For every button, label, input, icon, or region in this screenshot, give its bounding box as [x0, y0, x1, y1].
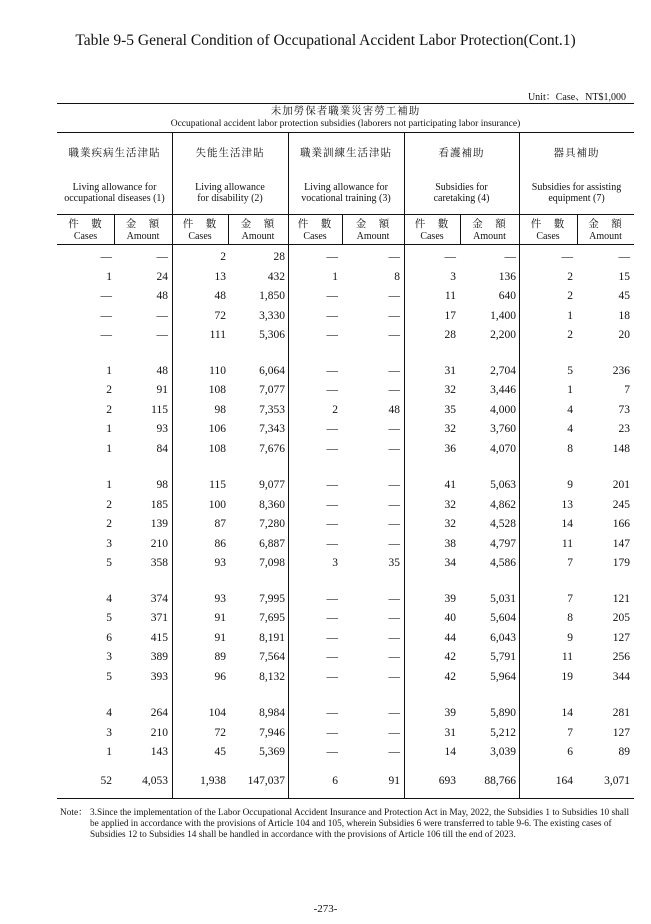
amount-cell: 88,766	[484, 775, 516, 787]
amount-cell: —	[388, 443, 400, 455]
amount-cell: 20	[618, 329, 630, 341]
cases-cell: 5	[106, 671, 112, 683]
amount-cell: 7,676	[259, 443, 285, 455]
amount-cell: 139	[150, 518, 168, 530]
amount-cell: 3,330	[259, 310, 285, 322]
cases-cell: 42	[444, 671, 456, 683]
amount-cell: 5,212	[490, 727, 516, 739]
amount-cell: 166	[612, 518, 630, 530]
cases-cell: —	[444, 251, 456, 263]
cases-cell: —	[100, 290, 112, 302]
cases-cell: 40	[444, 612, 456, 624]
category-en: vocational training (3)	[301, 193, 391, 204]
cases-cell: 36	[444, 443, 456, 455]
cases-cell: 93	[214, 557, 226, 569]
note-label: Note：	[60, 808, 88, 818]
cases-cell: 5	[106, 612, 112, 624]
cases-cell: 3	[450, 271, 456, 283]
cases-cell: 11	[561, 651, 573, 663]
amount-cell: 5,031	[490, 593, 516, 605]
cases-cell: 32	[444, 499, 456, 511]
cases-cell: 106	[208, 423, 226, 435]
cases-cell: 110	[209, 365, 226, 377]
amount-cell: 48	[156, 365, 168, 377]
amount-en: Amount	[473, 231, 506, 242]
cases-cell: 693	[438, 775, 456, 787]
amount-cell: 256	[612, 651, 630, 663]
cases-cell: —	[100, 310, 112, 322]
amount-cell: 8,984	[259, 707, 285, 719]
cases-cell: 3	[106, 538, 112, 550]
amount-cell: 73	[618, 404, 630, 416]
amount-cell: 4,000	[490, 404, 516, 416]
cases-cell: 39	[444, 707, 456, 719]
cases-cell: —	[326, 746, 338, 758]
amount-cell: 5,604	[490, 612, 516, 624]
amount-cell: 148	[612, 443, 630, 455]
amount-cell: —	[388, 651, 400, 663]
amount-cell: 393	[150, 671, 168, 683]
amount-cell: 7,077	[259, 384, 285, 396]
amount-cell: 6,043	[490, 632, 516, 644]
cases-cell: 1	[106, 365, 112, 377]
amount-cell: 8,360	[259, 499, 285, 511]
amount-cell: 374	[150, 593, 168, 605]
cases-zh: 件 數	[414, 218, 450, 230]
category-en: Living allowance	[195, 182, 265, 193]
amount-cell: 121	[612, 593, 630, 605]
amount-cell: 7,995	[259, 593, 285, 605]
amount-cell: 210	[150, 727, 168, 739]
cases-cell: —	[326, 632, 338, 644]
amount-cell: —	[388, 632, 400, 644]
amount-cell: 7,353	[259, 404, 285, 416]
cases-cell: 1	[567, 310, 573, 322]
amount-cell: 4,862	[490, 499, 516, 511]
cases-cell: 52	[100, 775, 112, 787]
cases-cell: 1	[106, 423, 112, 435]
amount-cell: 8,132	[259, 671, 285, 683]
cases-cell: 3	[106, 651, 112, 663]
amount-cell: 7,564	[259, 651, 285, 663]
amount-cell: 6,064	[259, 365, 285, 377]
category-rule	[57, 214, 634, 215]
amount-cell: 1,850	[259, 290, 285, 302]
amount-cell: 89	[618, 746, 630, 758]
amount-cell: 7,695	[259, 612, 285, 624]
amount-cell: 98	[156, 479, 168, 491]
cases-cell: 13	[214, 271, 226, 283]
amount-cell: —	[388, 365, 400, 377]
amount-cell: 84	[156, 443, 168, 455]
amount-en: Amount	[241, 231, 275, 242]
cases-zh: 件 數	[68, 218, 103, 230]
cases-cell: 91	[214, 632, 226, 644]
amount-cell: 7,280	[259, 518, 285, 530]
cases-cell: 2	[567, 329, 573, 341]
cases-cell: 2	[106, 404, 112, 416]
cases-cell: 91	[214, 612, 226, 624]
amount-cell: 210	[150, 538, 168, 550]
category-en: Living allowance for	[72, 182, 157, 193]
amount-cell: 389	[150, 651, 168, 663]
amount-cell: —	[504, 251, 516, 263]
amount-cell: 2,200	[490, 329, 516, 341]
category-en: for disability (2)	[197, 193, 263, 204]
cases-cell: 7	[567, 593, 573, 605]
amount-cell: 115	[151, 404, 168, 416]
page-number: -273-	[313, 903, 338, 915]
cases-cell: 5	[567, 365, 573, 377]
table-title: Table 9-5 General Condition of Occupational Accident Labor Protection(Cont.1)	[75, 32, 576, 49]
amount-cell: 24	[156, 271, 168, 283]
amount-cell: 179	[612, 557, 630, 569]
amount-cell: 3,071	[604, 775, 630, 787]
cases-cell: 2	[106, 499, 112, 511]
cases-cell: 2	[567, 290, 573, 302]
cases-cell: 7	[567, 557, 573, 569]
cases-en: Cases	[303, 231, 327, 242]
amount-cell: 48	[156, 290, 168, 302]
cases-cell: 2	[106, 384, 112, 396]
amount-cell: 185	[150, 499, 168, 511]
cases-cell: 35	[444, 404, 456, 416]
amount-cell: —	[388, 251, 400, 263]
amount-cell: —	[388, 707, 400, 719]
cases-cell: 42	[444, 651, 456, 663]
category-en: caretaking (4)	[433, 193, 490, 204]
note-text: 3.Since the implementation of the Labor Occupational Accident Insurance and Protection Act in May, 2022, the Subsidies 1 to Subsidies 10 shall be applied in accordance with the provisions of Article 104 and 105, wherein Subsidies 6 were transferred to table 9-6. The existing cases of Subsidies 12 to Subsidies 14 shall be handled in accordance with the provisions of Article 106 till the end of 2023.	[90, 808, 630, 840]
cases-cell: 13	[561, 499, 573, 511]
amount-cell: 236	[612, 365, 630, 377]
cases-cell: 100	[208, 499, 226, 511]
amount-cell: 8	[394, 271, 400, 283]
amount-cell: 127	[612, 727, 630, 739]
amount-cell: 5,964	[490, 671, 516, 683]
amount-cell: 23	[618, 423, 630, 435]
amount-cell: —	[388, 290, 400, 302]
amount-cell: 91	[388, 775, 400, 787]
cases-cell: 4	[106, 593, 112, 605]
cases-cell: 72	[214, 310, 226, 322]
cases-cell: 6	[106, 632, 112, 644]
category-zh: 器具補助	[553, 147, 600, 159]
cases-cell: —	[326, 538, 338, 550]
cases-cell: 104	[208, 707, 226, 719]
unit-label: Unit：Case、NT$1,000	[527, 92, 626, 103]
footnote	[60, 808, 635, 841]
cases-cell: 6	[567, 746, 573, 758]
cases-cell: 111	[209, 329, 226, 341]
cases-cell: —	[326, 329, 338, 341]
cases-cell: 8	[567, 443, 573, 455]
amount-cell: 7	[624, 384, 630, 396]
cases-zh: 件 數	[297, 218, 333, 230]
cases-cell: 45	[214, 746, 226, 758]
amount-cell: —	[388, 384, 400, 396]
amount-cell: 147,037	[247, 775, 285, 787]
amount-cell: 136	[498, 271, 516, 283]
cases-cell: 2	[332, 404, 338, 416]
amount-en: Amount	[356, 231, 390, 242]
amount-cell: —	[388, 727, 400, 739]
cases-cell: 4	[567, 423, 573, 435]
cases-cell: 108	[208, 384, 226, 396]
amount-cell: 91	[156, 384, 168, 396]
cases-en: Cases	[73, 231, 98, 242]
cases-cell: 19	[561, 671, 573, 683]
amount-cell: 8,191	[259, 632, 285, 644]
cases-cell: 4	[106, 707, 112, 719]
cases-cell: —	[326, 707, 338, 719]
cases-cell: 9	[567, 632, 573, 644]
amount-zh: 金 額	[355, 218, 391, 230]
category-en: occupational diseases (1)	[64, 193, 165, 204]
category-en: Subsidies for assisting	[531, 182, 622, 193]
cases-cell: 11	[444, 290, 456, 302]
cases-cell: 11	[561, 538, 573, 550]
cases-cell: —	[326, 671, 338, 683]
amount-cell: 35	[388, 557, 400, 569]
amount-cell: 5,306	[259, 329, 285, 341]
cases-zh: 件 數	[530, 218, 566, 230]
amount-cell: 6,887	[259, 538, 285, 550]
cases-cell: 1	[567, 384, 573, 396]
amount-en: Amount	[126, 231, 160, 242]
amount-cell: —	[388, 538, 400, 550]
amount-cell: 415	[150, 632, 168, 644]
cases-cell: 98	[214, 404, 226, 416]
amount-zh: 金 額	[588, 218, 623, 230]
amount-cell: 264	[150, 707, 168, 719]
cases-cell: 6	[332, 775, 338, 787]
category-zh: 職業疾病生活津貼	[68, 147, 161, 159]
category-zh: 看護補助	[438, 147, 485, 159]
amount-cell: 1,400	[490, 310, 516, 322]
amount-cell: —	[388, 593, 400, 605]
cases-cell: 87	[214, 518, 226, 530]
amount-cell: 127	[612, 632, 630, 644]
cases-cell: 1	[106, 479, 112, 491]
cases-cell: 4	[567, 404, 573, 416]
cases-cell: 38	[444, 538, 456, 550]
amount-cell: 4,053	[142, 775, 168, 787]
cases-cell: 2	[106, 518, 112, 530]
amount-cell: 9,077	[259, 479, 285, 491]
cases-cell: 31	[444, 727, 456, 739]
cases-en: Cases	[188, 231, 212, 242]
category-zh: 職業訓練生活津貼	[300, 147, 392, 159]
cases-cell: —	[326, 310, 338, 322]
cases-cell: 1	[106, 271, 112, 283]
amount-cell: 371	[150, 612, 168, 624]
header-bottom-rule	[57, 244, 634, 245]
cases-cell: 14	[561, 518, 573, 530]
amount-cell: —	[388, 746, 400, 758]
cases-cell: 3	[106, 727, 112, 739]
cases-cell: 8	[567, 612, 573, 624]
cases-cell: —	[326, 651, 338, 663]
amount-cell: 4,586	[490, 557, 516, 569]
amount-cell: —	[388, 518, 400, 530]
amount-cell: 147	[612, 538, 630, 550]
cases-cell: —	[326, 384, 338, 396]
amount-cell: 245	[612, 499, 630, 511]
cases-cell: 32	[444, 423, 456, 435]
amount-cell: 640	[498, 290, 516, 302]
amount-cell: 7,098	[259, 557, 285, 569]
cases-cell: 115	[209, 479, 226, 491]
amount-cell: 48	[388, 404, 400, 416]
amount-zh: 金 額	[125, 218, 161, 230]
cases-cell: —	[326, 443, 338, 455]
amount-zh: 金 額	[240, 218, 276, 230]
group-header-zh: 未加勞保者職業災害勞工補助	[270, 105, 421, 117]
amount-cell: 7,343	[259, 423, 285, 435]
cases-cell: 1	[332, 271, 338, 283]
category-zh: 失能生活津貼	[195, 147, 265, 159]
cases-cell: —	[326, 365, 338, 377]
cases-cell: —	[326, 499, 338, 511]
amount-cell: —	[618, 251, 630, 263]
category-en: Living allowance for	[304, 182, 388, 193]
cases-en: Cases	[536, 231, 560, 242]
category-en: Subsidies for	[435, 182, 488, 193]
amount-cell: 7,946	[259, 727, 285, 739]
cases-cell: 1	[106, 746, 112, 758]
cases-en: Cases	[420, 231, 444, 242]
cases-cell: —	[326, 727, 338, 739]
amount-cell: 3,446	[490, 384, 516, 396]
amount-cell: —	[156, 310, 168, 322]
amount-cell: —	[388, 423, 400, 435]
cases-cell: 48	[214, 290, 226, 302]
amount-cell: —	[156, 251, 168, 263]
cases-cell: 44	[444, 632, 456, 644]
amount-cell: 4,070	[490, 443, 516, 455]
cases-cell: 1	[106, 443, 112, 455]
cases-zh: 件 數	[182, 218, 218, 230]
cases-cell: 1,938	[200, 775, 226, 787]
amount-cell: 432	[267, 271, 285, 283]
amount-en: Amount	[589, 231, 622, 242]
cases-cell: —	[326, 290, 338, 302]
amount-cell: —	[156, 329, 168, 341]
cases-cell: —	[326, 251, 338, 263]
amount-cell: —	[388, 479, 400, 491]
cases-cell: 34	[444, 557, 456, 569]
cases-cell: —	[100, 251, 112, 263]
amount-cell: 28	[273, 251, 285, 263]
amount-cell: —	[388, 612, 400, 624]
amount-cell: 18	[618, 310, 630, 322]
cases-cell: 96	[214, 671, 226, 683]
cases-cell: 9	[567, 479, 573, 491]
cases-cell: —	[100, 329, 112, 341]
cases-cell: 32	[444, 384, 456, 396]
amount-cell: 3,039	[490, 746, 516, 758]
amount-cell: 5,063	[490, 479, 516, 491]
amount-cell: 93	[156, 423, 168, 435]
amount-cell: 143	[150, 746, 168, 758]
cases-cell: 14	[561, 707, 573, 719]
cases-cell: 5	[106, 557, 112, 569]
amount-cell: 205	[612, 612, 630, 624]
group-rule	[57, 132, 634, 133]
cases-cell: 2	[220, 251, 226, 263]
amount-cell: —	[388, 499, 400, 511]
group-header-en: Occupational accident labor protection subsidies (laborers not participating labor insurance)	[170, 119, 521, 129]
cases-cell: —	[326, 479, 338, 491]
cases-cell: 2	[567, 271, 573, 283]
amount-cell: 4,797	[490, 538, 516, 550]
bottom-rule	[57, 798, 634, 799]
amount-cell: —	[388, 329, 400, 341]
amount-cell: —	[388, 671, 400, 683]
cases-cell: 93	[214, 593, 226, 605]
amount-cell: 15	[618, 271, 630, 283]
amount-cell: —	[388, 310, 400, 322]
cases-cell: 72	[214, 727, 226, 739]
amount-cell: 358	[150, 557, 168, 569]
amount-cell: 3,760	[490, 423, 516, 435]
cases-cell: 39	[444, 593, 456, 605]
amount-cell: 5,890	[490, 707, 516, 719]
amount-cell: 5,369	[259, 746, 285, 758]
cases-cell: 7	[567, 727, 573, 739]
amount-cell: 45	[618, 290, 630, 302]
cases-cell: —	[326, 423, 338, 435]
cases-cell: —	[326, 612, 338, 624]
cases-cell: 31	[444, 365, 456, 377]
amount-zh: 金 額	[472, 218, 507, 230]
cases-cell: 14	[444, 746, 456, 758]
cases-cell: —	[561, 251, 573, 263]
amount-cell: 4,528	[490, 518, 516, 530]
amount-cell: 5,791	[490, 651, 516, 663]
cases-cell: 28	[444, 329, 456, 341]
cases-cell: 32	[444, 518, 456, 530]
amount-cell: 344	[612, 671, 630, 683]
top-rule	[57, 103, 634, 104]
cases-cell: —	[326, 593, 338, 605]
cases-cell: 17	[444, 310, 456, 322]
cases-cell: 86	[214, 538, 226, 550]
cases-cell: 164	[555, 775, 573, 787]
cases-cell: 89	[214, 651, 226, 663]
amount-cell: 2,704	[490, 365, 516, 377]
cases-cell: —	[326, 518, 338, 530]
cases-cell: 41	[444, 479, 456, 491]
cases-cell: 108	[208, 443, 226, 455]
category-en: equipment (7)	[548, 193, 605, 204]
cases-cell: 3	[332, 557, 338, 569]
amount-cell: 201	[612, 479, 630, 491]
amount-cell: 281	[612, 707, 630, 719]
